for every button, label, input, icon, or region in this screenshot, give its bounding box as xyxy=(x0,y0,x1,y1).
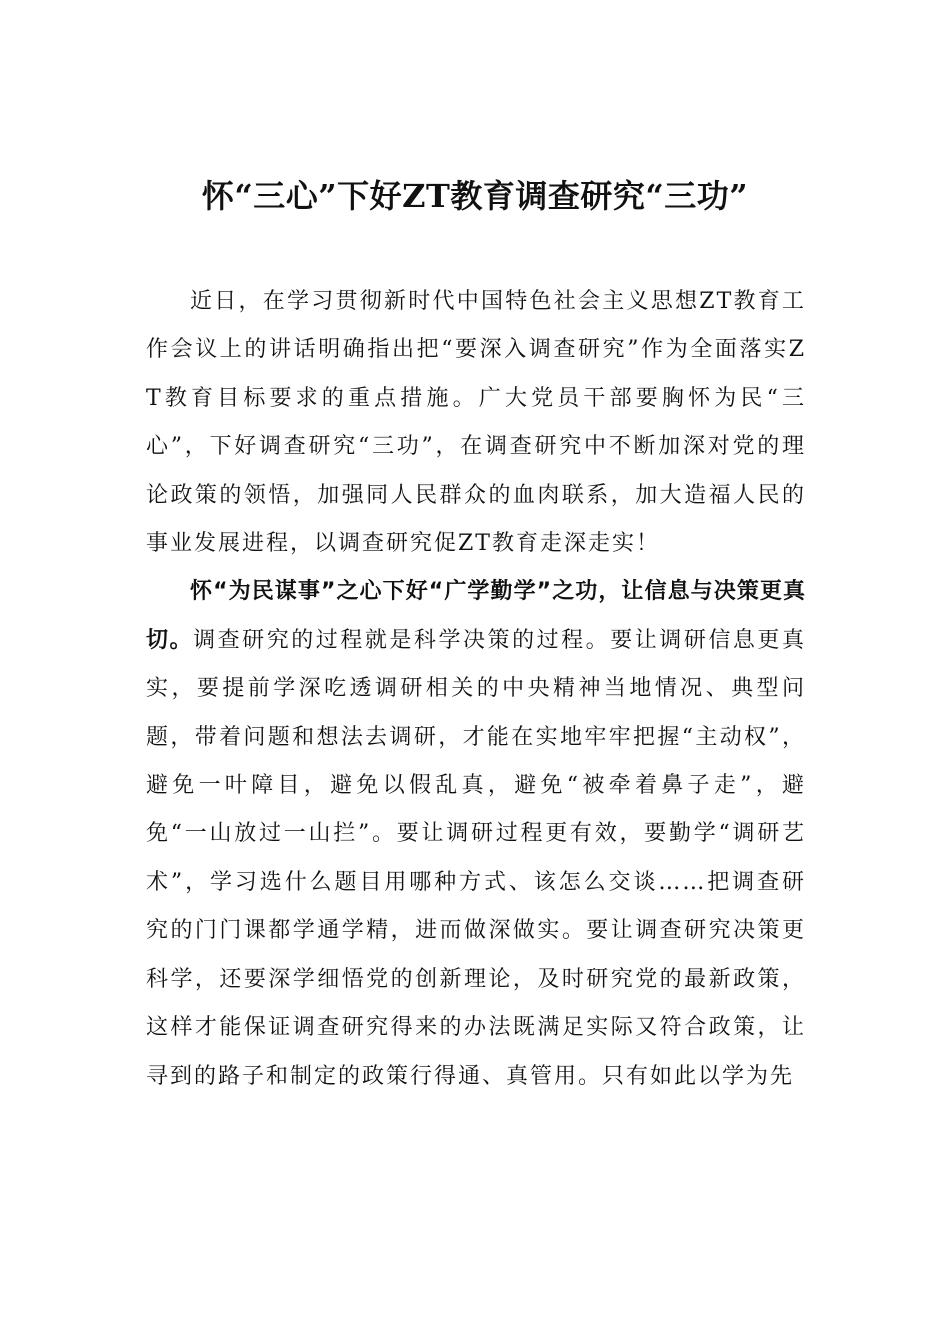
document-body xyxy=(146,278,806,1101)
paragraph-section-1 xyxy=(146,568,806,1100)
paragraph-intro xyxy=(146,278,806,568)
document-title: 怀“三心”下好ZT教育调查研究“三功” xyxy=(201,177,749,215)
paragraph-intro-text: 近日，在学习贯彻新时代中国特色社会主义思想ZT教育工作会议上的讲话明确指出把“要深入调查研究”作为全面落实ZT教育目标要求的重点措施。广大党员干部要胸怀为民“三心”，下好调查研究“三功”，在调查研究中不断加深对党的理论政策的领悟，加强同人民群众的血肉联系，加大造福人民的事业发展进程，以调查研究促ZT教育走深走实！ xyxy=(146,289,806,557)
paragraph-section-1-heading: 怀“为民谋事”之心下好“广学勤学”之功，让信息与决策更真切。 xyxy=(146,579,806,653)
paragraph-section-1-text: 调查研究的过程就是科学决策的过程。要让调研信息更真实，要提前学深吃透调研相关的中央精神当地情况、典型问题，带着问题和想法去调研，才能在实地牢牢把握“主动权”，避免一叶障目，避免以假乱真，避免“被牵着鼻子走”，避免“一山放过一山拦”。要让调研过程更有效，要勤学“调研艺术”，学习选什么题目用哪种方式、该怎么交谈……把调查研究的门门课都学通学精，进而做深做实。要让调查研究决策更科学，还要深学细悟党的创新理论，及时研究党的最新政策，这样才能保证调查研究得来的办法既满足实际又符合政策，让寻到的路子和制定的政策行得通、真管用。只有如此以学为先 xyxy=(146,627,806,1089)
